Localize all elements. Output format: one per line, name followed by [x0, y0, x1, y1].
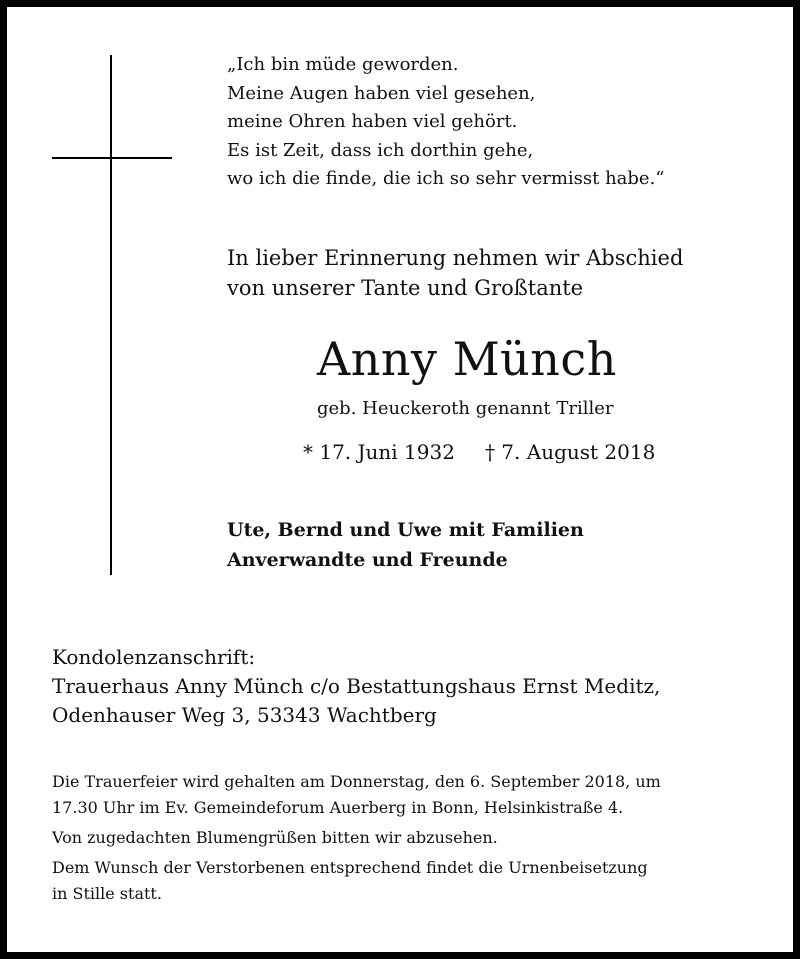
- cross-icon-vertical: [110, 55, 112, 575]
- mourners-line: Anverwandte und Freunde: [227, 549, 508, 571]
- condolence-line: Odenhauser Weg 3, 53343 Wachtberg: [52, 703, 437, 727]
- condolence-line: Trauerhaus Anny Münch c/o Bestattungshaus Ernst Meditz,: [52, 674, 661, 698]
- intro-line: In lieber Erinnerung nehmen wir Abschied: [227, 246, 684, 270]
- deceased-name: Anny Münch: [317, 332, 617, 386]
- burial-line: in Stille statt.: [52, 884, 162, 903]
- ceremony-line: Die Trauerfeier wird gehalten am Donnerstag, den 6. September 2018, um: [52, 772, 661, 791]
- quote-line: „Ich bin müde geworden.: [227, 54, 459, 75]
- mourners-line: Ute, Bernd und Uwe mit Familien: [227, 519, 584, 541]
- quote-line: meine Ohren haben viel gehört.: [227, 111, 518, 132]
- condolence-label: Kondolenzanschrift:: [52, 645, 256, 669]
- burial-line: Dem Wunsch der Verstorbenen entsprechend findet die Urnenbeisetzung: [52, 858, 648, 877]
- death-date: † 7. August 2018: [484, 440, 656, 464]
- cross-icon-horizontal: [52, 157, 172, 159]
- ceremony-details: [52, 769, 661, 907]
- quote-block: [227, 51, 665, 194]
- maiden-name: geb. Heuckeroth genannt Triller: [317, 398, 614, 419]
- birth-date: * 17. Juni 1932: [303, 440, 455, 464]
- quote-line: Meine Augen haben viel gesehen,: [227, 82, 536, 104]
- intro-text: [227, 243, 683, 303]
- life-dates: [303, 437, 655, 467]
- ceremony-line: 17.30 Uhr im Ev. Gemeindeforum Auerberg in Bonn, Helsinkistraße 4.: [52, 798, 624, 817]
- mourners-block: [227, 515, 584, 575]
- flowers-note: Von zugedachten Blumengrüßen bitten wir abzusehen.: [52, 828, 498, 847]
- quote-line: Es ist Zeit, dass ich dorthin gehe,: [227, 139, 534, 161]
- quote-line: wo ich die finde, die ich so sehr vermisst habe.“: [227, 168, 665, 189]
- condolence-address: [52, 643, 660, 730]
- intro-line: von unserer Tante und Großtante: [227, 276, 584, 300]
